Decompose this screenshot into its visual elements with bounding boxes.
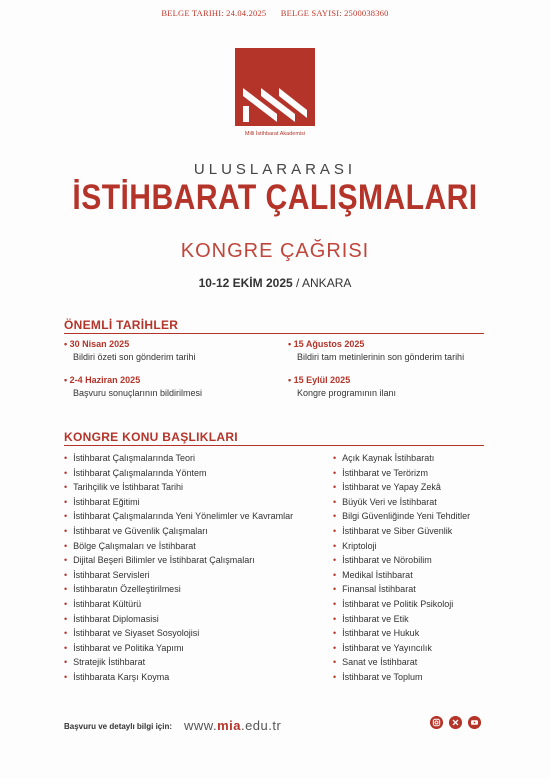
topic-item: • İstihbarat ve Nörobilim bbox=[333, 553, 470, 568]
event-subtitle: KONGRE ÇAĞRISI bbox=[180, 240, 370, 262]
topic-item: • İstihbarat Çalışmalarında Yeni Yönelimler ve Kavramlar bbox=[64, 509, 293, 524]
date-description: Başvuru sonuçlarının bildirilmesi bbox=[73, 388, 203, 398]
topics-left-column bbox=[64, 451, 293, 685]
topics-heading: KONGRE KONU BAŞLIKLARI bbox=[64, 430, 238, 444]
topic-item: • Açık Kaynak İstihbaratı bbox=[333, 451, 470, 466]
instagram-icon[interactable] bbox=[430, 716, 443, 729]
url-brand: mia bbox=[217, 718, 241, 733]
topic-item: • İstihbarat ve Politika Yapımı bbox=[64, 641, 293, 656]
youtube-icon[interactable] bbox=[468, 716, 481, 729]
event-title: İSTİHBARAT ÇALIŞMALARI bbox=[72, 178, 478, 217]
document-number: BELGE SAYISI: 2500038360 bbox=[280, 8, 389, 18]
date-value: • 2-4 Haziran 2025 bbox=[64, 374, 202, 387]
document-header bbox=[0, 8, 550, 18]
topic-item: • İstihbarat ve Yapay Zekâ bbox=[333, 480, 470, 495]
topic-item: • Dijital Beşeri Bilimler ve İstihbarat Çalışmaları bbox=[64, 553, 293, 568]
date-value: • 15 Eylül 2025 bbox=[288, 374, 396, 387]
date-description: Kongre programının ilanı bbox=[297, 388, 397, 398]
academy-logo bbox=[235, 48, 315, 126]
date-description: Bildiri özeti son gönderim tarihi bbox=[73, 352, 196, 362]
topic-item: • Medikal İstihbarat bbox=[333, 568, 470, 583]
date-item bbox=[64, 338, 196, 364]
date-value: • 30 Nisan 2025 bbox=[64, 338, 196, 351]
date-item bbox=[64, 374, 202, 400]
website-link[interactable] bbox=[184, 718, 281, 733]
url-prefix: www. bbox=[184, 718, 218, 733]
topic-item: • İstihbarat ve Siyaset Sosyolojisi bbox=[64, 626, 293, 641]
topics-right-column bbox=[333, 451, 470, 685]
topic-item: • İstihbarat Kültürü bbox=[64, 597, 293, 612]
topic-item: • Sanat ve İstihbarat bbox=[333, 655, 470, 670]
topic-item: • Tarihçilik ve İstihbarat Tarihi bbox=[64, 480, 293, 495]
topic-item: • Finansal İstihbarat bbox=[333, 582, 470, 597]
topic-item: • İstihbarat Eğitimi bbox=[64, 495, 293, 510]
topic-item: • İstihbarat Çalışmalarında Teori bbox=[64, 451, 293, 466]
topic-item: • İstihbarat ve Terörizm bbox=[333, 466, 470, 481]
topic-item: • İstihbarat ve Toplum bbox=[333, 670, 470, 685]
important-dates-heading: ÖNEMLİ TARİHLER bbox=[64, 318, 179, 332]
date-value: • 15 Ağustos 2025 bbox=[288, 338, 464, 351]
topic-item: • Bölge Çalışmaları ve İstihbarat bbox=[64, 539, 293, 554]
topic-item: • İstihbarata Karşı Koyma bbox=[64, 670, 293, 685]
footer-label: Başvuru ve detaylı bilgi için: bbox=[64, 722, 173, 731]
topic-item: • İstihbarat ve Yayıncılık bbox=[333, 641, 470, 656]
date-item bbox=[288, 338, 464, 364]
topic-item: • İstihbaratın Özelleştirilmesi bbox=[64, 582, 293, 597]
topic-item: • İstihbarat ve Politik Psikoloji bbox=[333, 597, 470, 612]
date-description: Bildiri tam metinlerinin son gönderim tarihi bbox=[297, 352, 465, 362]
event-city: ANKARA bbox=[302, 276, 352, 290]
topic-item: • Büyük Veri ve İstihbarat bbox=[333, 495, 470, 510]
logo-caption: Milli İstihbarat Akademisi bbox=[244, 131, 306, 137]
url-suffix: .edu.tr bbox=[240, 718, 282, 733]
topic-item: • İstihbarat ve Hukuk bbox=[333, 626, 470, 641]
document-date: BELGE TARIHI: 24.04.2025 bbox=[161, 8, 267, 18]
event-super-title: ULUSLARARASI bbox=[193, 161, 357, 178]
topic-item: • İstihbarat ve Etik bbox=[333, 612, 470, 627]
topics-divider bbox=[64, 445, 484, 446]
topic-item: • Bilgi Güvenliğinde Yeni Tehditler bbox=[333, 509, 470, 524]
topic-item: • İstihbarat Servisleri bbox=[64, 568, 293, 583]
topic-item: • Stratejik İstihbarat bbox=[64, 655, 293, 670]
topic-item: • İstihbarat ve Güvenlik Çalışmaları bbox=[64, 524, 293, 539]
important-dates-divider bbox=[64, 333, 484, 334]
date-city-separator: / bbox=[292, 276, 303, 290]
x-icon[interactable] bbox=[449, 716, 462, 729]
event-dates: 10-12 EKİM 2025 bbox=[198, 276, 293, 290]
topic-item: • Kriptoloji bbox=[333, 539, 470, 554]
topic-item: • İstihbarat Çalışmalarında Yöntem bbox=[64, 466, 293, 481]
topic-item: • İstihbarat ve Siber Güvenlik bbox=[333, 524, 470, 539]
event-date-location bbox=[0, 276, 550, 290]
date-item bbox=[288, 374, 396, 400]
topic-item: • İstihbarat Diplomasisi bbox=[64, 612, 293, 627]
